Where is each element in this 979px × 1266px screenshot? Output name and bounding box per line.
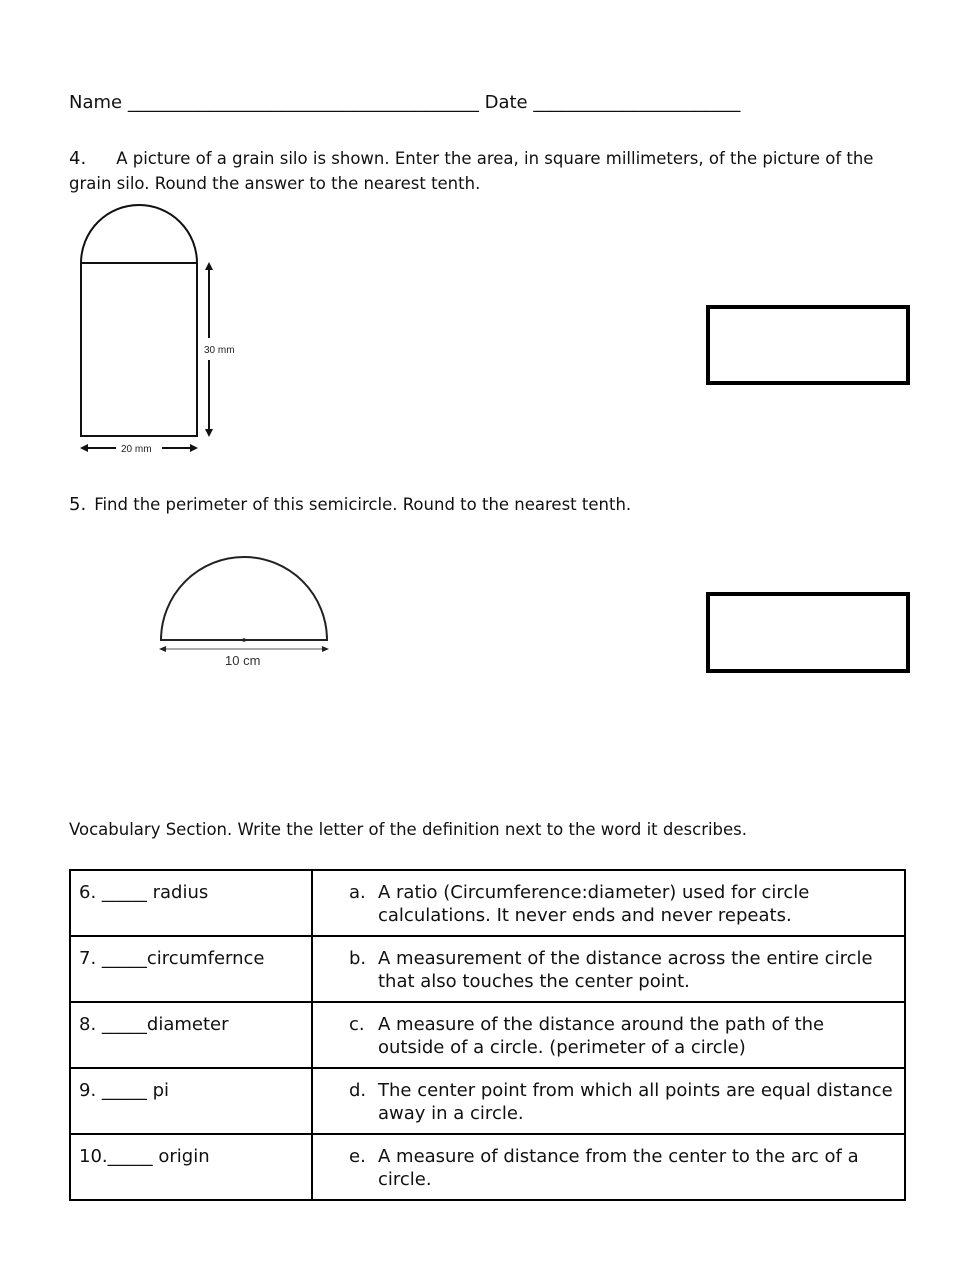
definition-letter: c.: [349, 1014, 365, 1035]
answer-box-q4[interactable]: [706, 305, 910, 385]
definition-letter: a.: [349, 882, 366, 903]
vocab-word[interactable]: 10._____ origin: [70, 1134, 312, 1200]
question-number: 5.: [69, 494, 87, 515]
definition-text: A measure of the distance around the path of the outside of a circle. (perimeter of a circle): [378, 1014, 825, 1058]
vocab-word[interactable]: 7. _____circumfernce: [70, 936, 312, 1002]
definition-text: The center point from which all points are equal distance away in a circle.: [378, 1080, 893, 1124]
table-row: [70, 1134, 905, 1200]
arrow-down-icon: [205, 429, 213, 437]
vocab-definition-cell: [312, 1134, 905, 1200]
table-row: [70, 1068, 905, 1134]
vocab-word[interactable]: 9. _____ pi: [70, 1068, 312, 1134]
arrow-left-icon: [159, 646, 166, 652]
definition-text: A ratio (Circumference:diameter) used for circle calculations. It never ends and never repeats.: [378, 882, 810, 926]
center-point: [242, 638, 246, 642]
question-text: A picture of a grain silo is shown. Enter the area, in square millimeters, of the picture of the grain silo. Round the answer to the nearest tenth.: [69, 149, 874, 193]
grain-silo-figure: [70, 200, 270, 462]
question-text: Find the perimeter of this semicircle. Round to the nearest tenth.: [94, 495, 632, 514]
height-label: 30 mm: [204, 345, 235, 356]
answer-box-q5[interactable]: [706, 592, 910, 673]
width-label: 20 mm: [121, 444, 152, 455]
vocab-definition-cell: [312, 1002, 905, 1068]
diameter-label: 10 cm: [225, 653, 261, 668]
vocabulary-table: [69, 869, 906, 1201]
definition-text: A measure of distance from the center to the arc of a circle.: [378, 1146, 859, 1190]
definition-letter: b.: [349, 948, 367, 969]
definition-letter: d.: [349, 1080, 367, 1101]
question-5: [69, 494, 631, 515]
header-line: [69, 92, 740, 113]
definition-text: A measurement of the distance across the entire circle that also touches the center point.: [378, 948, 873, 992]
question-number: 4.: [69, 148, 87, 169]
table-row: [70, 936, 905, 1002]
vocab-word[interactable]: 6. _____ radius: [70, 870, 312, 936]
definition-letter: e.: [349, 1146, 366, 1167]
date-blank[interactable]: _______________________: [533, 92, 741, 113]
date-label: Date: [484, 92, 528, 113]
name-label: Name: [69, 92, 123, 113]
vocabulary-intro: Vocabulary Section. Write the letter of the definition next to the word it describes.: [69, 820, 748, 839]
arrow-left-icon: [80, 444, 88, 452]
arrow-right-icon: [190, 444, 198, 452]
silo-dome-arc: [81, 205, 197, 263]
arrow-right-icon: [322, 646, 329, 652]
vocab-definition-cell: [312, 1068, 905, 1134]
table-row: [70, 870, 905, 936]
name-blank[interactable]: _______________________________________: [127, 92, 479, 113]
silo-rectangle: [81, 263, 197, 436]
question-4: [69, 146, 909, 196]
semicircle-shape: [161, 557, 327, 640]
vocab-definition-cell: [312, 936, 905, 1002]
table-row: [70, 1002, 905, 1068]
vocab-word[interactable]: 8. _____diameter: [70, 1002, 312, 1068]
vocab-definition-cell: [312, 870, 905, 936]
arrow-up-icon: [205, 262, 213, 270]
semicircle-figure: [150, 548, 340, 672]
